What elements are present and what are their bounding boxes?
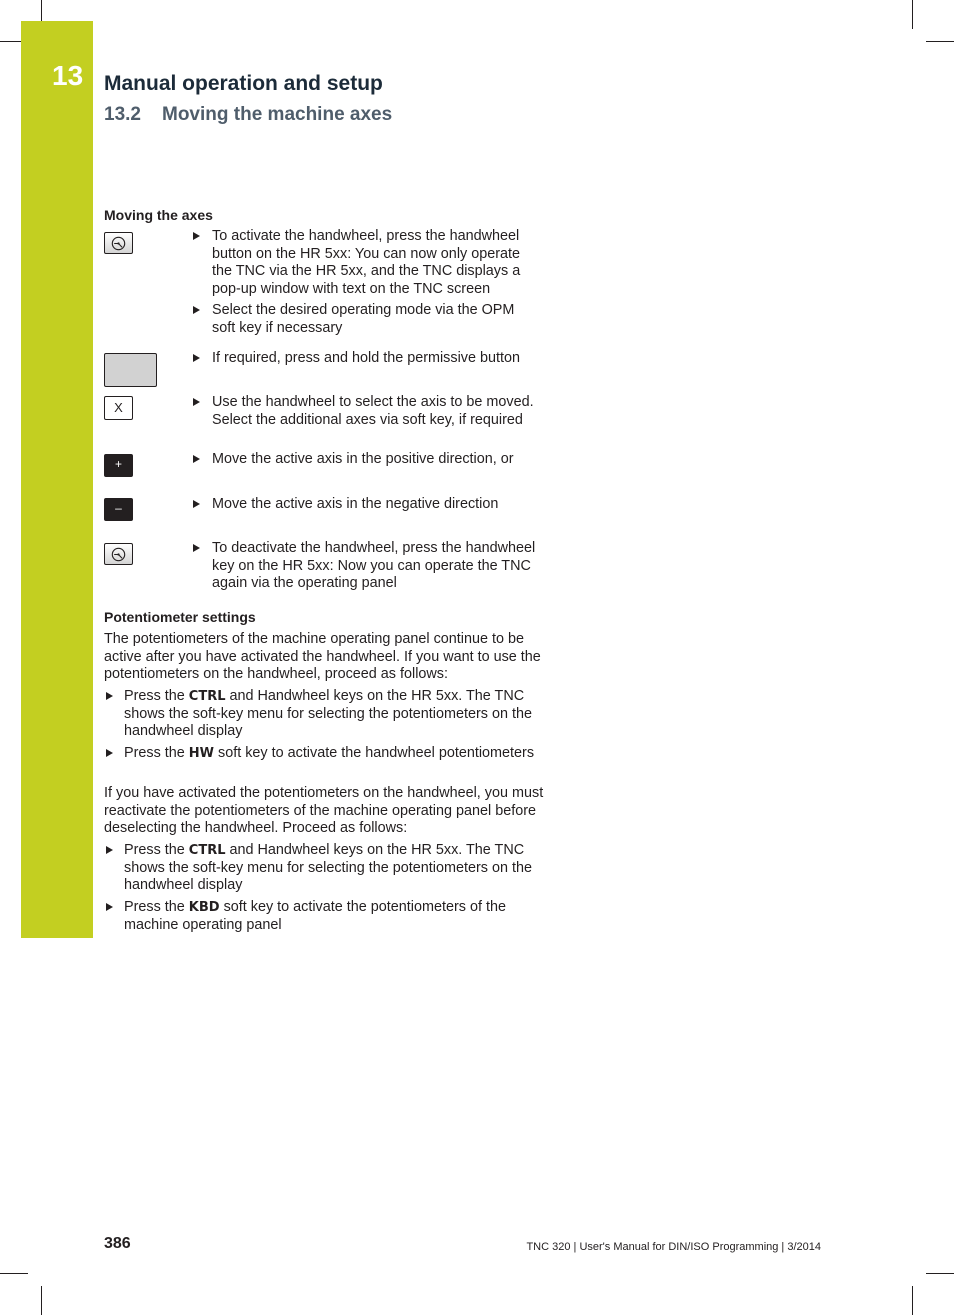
chapter-number: 13 [52, 60, 84, 91]
bullet-arrow-icon [193, 455, 200, 463]
potentiometer-intro: The potentiometers of the machine operating panel continue to be active after you have activated the handwheel. If you want to use the potentiometers on the handwheel, proceed as follows: [104, 631, 541, 683]
handwheel-symbol-icon [111, 236, 126, 251]
crop-mark [912, 1286, 913, 1315]
section-title [104, 104, 392, 126]
crop-mark [926, 1273, 954, 1274]
step-select-axis: Use the handwheel to select the axis to be moved. Select the additional axes via soft key, if required [193, 394, 538, 429]
page-number: 386 [104, 1235, 131, 1252]
bullet-arrow-icon [193, 500, 200, 508]
chapter-title: Manual operation and setup [104, 72, 383, 95]
ctrl-key-label: CTRL [188, 843, 226, 858]
chapter-tab [21, 21, 93, 938]
bullet-arrow-icon [193, 398, 200, 406]
bullet-arrow-icon [106, 692, 113, 700]
permissive-button-icon [104, 353, 157, 387]
crop-mark [0, 1273, 28, 1274]
hw-softkey-label: HW [188, 746, 215, 761]
plus-key-icon: + [104, 454, 133, 477]
crop-mark [0, 41, 21, 42]
potentiometer-middle: If you have activated the potentiometers on the handwheel, you must reactivate the potentiometers of the machine operating panel before deselecting the handwheel. Proceed as follows: [104, 785, 544, 837]
step-negative: Move the active axis in the negative direction [193, 496, 538, 514]
potentiometer-heading: Potentiometer settings [104, 609, 256, 625]
ctrl-key-label: CTRL [188, 689, 226, 704]
minus-key-icon: – [104, 498, 133, 521]
bullet-arrow-icon [193, 354, 200, 362]
bullet-arrow-icon [106, 749, 113, 757]
list-item: Press the HW soft key to activate the handwheel potentiometers [104, 745, 534, 763]
step-select-mode: Select the desired operating mode via the OPM soft key if necessary [193, 302, 538, 337]
step-activate-handwheel: To activate the handwheel, press the handwheel button on the HR 5xx: You can now only operate the TNC via the HR 5xx, and the TNC displays a pop-up window with text on the TNC screen [193, 228, 538, 298]
bullet-arrow-icon [193, 232, 200, 240]
bullet-arrow-icon [193, 544, 200, 552]
kbd-softkey-label: KBD [188, 900, 220, 915]
section-number: 13.2 [104, 104, 141, 125]
handwheel-key-icon [104, 543, 133, 565]
section-name: Moving the machine axes [162, 104, 393, 125]
handwheel-symbol-icon [111, 547, 126, 562]
list-item: Press the CTRL and Handwheel keys on the HR 5xx. The TNC shows the soft-key menu for selecting the potentiometers on the handwheel display [104, 688, 534, 741]
step-permissive: If required, press and hold the permissive button [193, 350, 538, 368]
handwheel-key-icon [104, 232, 133, 254]
bullet-arrow-icon [106, 903, 113, 911]
crop-mark [912, 0, 913, 29]
step-deactivate-handwheel: To deactivate the handwheel, press the handwheel key on the HR 5xx: Now you can operate the TNC again via the operating panel [193, 540, 538, 593]
bullet-arrow-icon [106, 846, 113, 854]
list-item: Press the KBD soft key to activate the potentiometers of the machine operating panel [104, 899, 534, 934]
axis-x-key-icon: X [104, 396, 133, 420]
crop-mark [41, 0, 42, 21]
moving-axes-heading: Moving the axes [104, 207, 213, 223]
crop-mark [926, 41, 954, 42]
step-positive: Move the active axis in the positive direction, or [193, 451, 538, 469]
list-item: Press the CTRL and Handwheel keys on the HR 5xx. The TNC shows the soft-key menu for selecting the potentiometers on the handwheel display [104, 842, 534, 895]
bullet-arrow-icon [193, 306, 200, 314]
footer-text: TNC 320 | User's Manual for DIN/ISO Programming | 3/2014 [526, 1241, 821, 1253]
crop-mark [41, 1286, 42, 1315]
